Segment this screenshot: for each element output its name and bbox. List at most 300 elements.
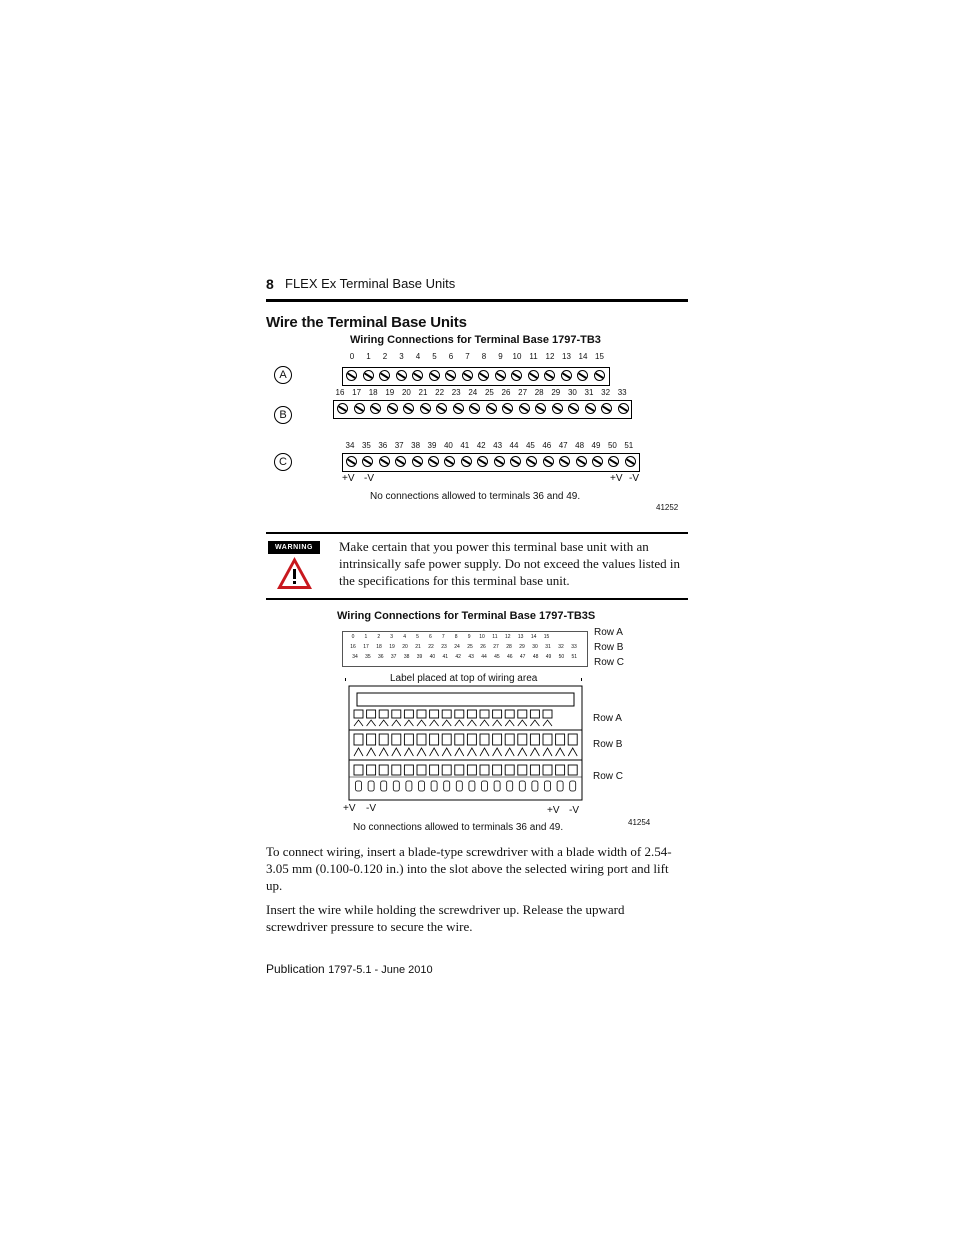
row-b-port: [379, 734, 388, 745]
row-b-port: [530, 734, 539, 745]
terminal-number: 20: [402, 644, 408, 650]
row-b-clamp-icon: [556, 748, 565, 756]
terminal-number: 34: [345, 441, 355, 450]
terminal-number: 46: [542, 441, 552, 450]
row-a-clamp-icon: [543, 720, 552, 726]
terminal-number: 49: [591, 441, 601, 450]
fig2-plus-v-left: +V: [343, 803, 356, 814]
terminal-screw-icon: [511, 370, 522, 381]
terminal-strip-row-b: [333, 400, 632, 419]
row-a-clamp-icon: [480, 720, 489, 726]
terminal-screw-icon: [568, 403, 579, 414]
row-a-port: [367, 710, 376, 718]
terminal-screw-icon: [420, 403, 431, 414]
terminal-number: 45: [525, 441, 535, 450]
terminal-number: 26: [480, 644, 486, 650]
terminal-screw-icon: [592, 456, 603, 467]
label-tick-left: [345, 678, 346, 681]
fig2-minus-v-left: -V: [366, 803, 376, 814]
row-c-clamp-icon: [368, 781, 374, 791]
terminal-number: 32: [601, 388, 611, 397]
terminal-screw-icon: [429, 370, 440, 381]
terminal-number: 14: [530, 634, 537, 640]
page-number: 8: [266, 276, 274, 292]
terminal-screw-icon: [543, 456, 554, 467]
terminal-number: 10: [479, 634, 485, 640]
row-label-c: C: [274, 453, 292, 471]
terminal-number: 27: [518, 388, 528, 397]
terminal-number: 5: [416, 634, 419, 640]
terminal-number: 23: [451, 388, 461, 397]
row-c-port: [455, 765, 464, 775]
terminal-number: 13: [517, 634, 524, 640]
row-c-port: [442, 765, 451, 775]
terminal-screw-icon: [510, 456, 521, 467]
row-c-port: [379, 765, 388, 775]
figure2-note: No connections allowed to terminals 36 and 49.: [353, 822, 564, 833]
terminal-number: 29: [519, 644, 525, 650]
terminal-number: 50: [558, 654, 565, 660]
figure1-note: No connections allowed to terminals 36 and 49.: [370, 491, 581, 502]
terminal-number: 18: [376, 644, 382, 650]
terminal-screw-icon: [618, 403, 629, 414]
terminal-number: 10: [512, 352, 522, 361]
terminal-number: 3: [399, 352, 404, 361]
terminal-number: 44: [481, 654, 487, 660]
terminal-number: 17: [363, 644, 369, 650]
terminal-number: 12: [505, 634, 511, 640]
terminal-number: 7: [441, 634, 445, 640]
row-a-clamp-icon: [530, 720, 539, 726]
row-b-clamp-icon: [455, 748, 464, 756]
terminal-number: 47: [519, 654, 526, 660]
row-b-port: [480, 734, 489, 745]
terminal-screw-icon: [495, 370, 506, 381]
terminal-screw-icon: [559, 456, 570, 467]
terminal-number: 5: [432, 352, 437, 361]
terminal-number: 6: [448, 352, 454, 361]
terminal-number: 22: [435, 388, 445, 397]
terminal-number: 49: [545, 654, 552, 660]
terminal-screw-icon: [445, 370, 456, 381]
row-b-clamp-icon: [467, 748, 476, 756]
terminal-number: 36: [378, 654, 384, 660]
row-a-clamp-icon: [442, 720, 451, 726]
terminal-screw-icon: [544, 370, 555, 381]
terminal-screw-icon: [428, 456, 439, 467]
fig1-minus-v-left: -V: [364, 473, 374, 484]
terminal-number: 11: [529, 352, 538, 361]
terminal-number: 2: [382, 352, 388, 361]
terminal-screw-icon: [601, 403, 612, 414]
warning-badge: WARNING: [268, 541, 320, 554]
row-b-clamp-icon: [442, 748, 451, 756]
terminal-number: 18: [368, 388, 378, 397]
row-c-clamp-icon: [519, 781, 525, 791]
terminal-number: 28: [506, 644, 512, 650]
row-c-clamp-icon: [545, 781, 551, 791]
terminal-number: 16: [335, 388, 345, 397]
terminal-screw-icon: [594, 370, 605, 381]
row-a-port: [430, 710, 439, 718]
terminal-screw-icon: [577, 370, 588, 381]
row-b-port: [455, 734, 464, 745]
terminal-number: 40: [443, 441, 453, 450]
row-a-clamp-icon: [455, 720, 464, 726]
terminal-screw-icon: [561, 370, 572, 381]
terminal-screw-icon: [625, 456, 636, 467]
terminal-number: 27: [493, 644, 499, 650]
terminal-number: 33: [617, 388, 627, 397]
row-b-clamp-icon: [404, 748, 413, 756]
terminal-number: 24: [468, 388, 478, 397]
row-b-clamp-icon: [392, 748, 401, 756]
terminal-number: 42: [455, 654, 461, 660]
row-c-clamp-icon: [381, 781, 387, 791]
row-b-port: [493, 734, 502, 745]
terminal-screw-icon: [444, 456, 455, 467]
row-c-clamp-icon: [393, 781, 399, 791]
running-title: FLEX Ex Terminal Base Units: [285, 276, 456, 291]
row-a-clamp-icon: [518, 720, 527, 726]
terminal-screw-icon: [486, 403, 497, 414]
terminal-number: 35: [361, 441, 371, 450]
terminal-number: 12: [545, 352, 555, 361]
terminal-number: 43: [468, 654, 474, 660]
terminal-number: 11: [492, 634, 498, 640]
row-b-port: [442, 734, 451, 745]
terminal-screw-icon: [412, 456, 423, 467]
row-a-port: [493, 710, 502, 718]
row-a-port: [480, 710, 489, 718]
row-c-port: [480, 765, 489, 775]
row-b-port: [430, 734, 439, 745]
row-a-port: [354, 710, 363, 718]
terminal-number: 0: [351, 634, 355, 640]
terminal-strip-row-c: [342, 453, 640, 472]
terminal-screw-icon: [354, 403, 365, 414]
tb3s-outline: [349, 686, 582, 800]
terminal-number: 3: [390, 634, 394, 640]
row-a-clamp-icon: [392, 720, 401, 726]
row-c-clamp-icon: [557, 781, 563, 791]
terminal-number: 26: [501, 388, 511, 397]
terminal-number: 47: [558, 441, 568, 450]
row-a-port: [392, 710, 401, 718]
terminal-screw-icon: [461, 456, 472, 467]
footer-publication-label: Publication: [266, 962, 325, 976]
terminal-number: 19: [389, 644, 395, 650]
header-rule: [266, 299, 688, 302]
wiring-row-a-text: Row A: [593, 713, 622, 724]
row-a-clamp-icon: [354, 720, 363, 726]
row-c-port: [417, 765, 426, 775]
terminal-screw-icon: [396, 370, 407, 381]
row-a-port: [467, 710, 476, 718]
terminal-number: 43: [493, 441, 503, 450]
label-row-c-text: Row C: [594, 657, 625, 668]
figure2-id: 41254: [628, 818, 651, 827]
terminal-screw-icon: [395, 456, 406, 467]
row-a-port: [543, 710, 552, 718]
terminal-screw-icon: [346, 456, 357, 467]
row-a-clamp-icon: [417, 720, 426, 726]
terminal-screw-icon: [552, 403, 563, 414]
terminal-number: 31: [545, 644, 551, 650]
terminal-number: 38: [403, 654, 410, 660]
row-b-clamp-icon: [354, 748, 363, 756]
row-b-clamp-icon: [568, 748, 577, 756]
terminal-number: 44: [509, 441, 519, 450]
terminal-number: 33: [571, 644, 577, 650]
terminal-number: 30: [532, 644, 538, 650]
tb3s-wiring-area: [340, 684, 590, 804]
wiring-row-c-text: Row C: [593, 771, 624, 782]
terminal-number: 31: [584, 388, 594, 397]
terminal-screw-icon: [576, 456, 587, 467]
row-c-clamp-icon: [431, 781, 437, 791]
row-c-port: [530, 765, 539, 775]
row-b-port: [518, 734, 527, 745]
terminal-screw-icon: [477, 456, 488, 467]
row-c-clamp-icon: [507, 781, 513, 791]
row-c-port: [505, 765, 514, 775]
warning-bottom-rule: [266, 598, 688, 600]
row-c-clamp-icon: [532, 781, 538, 791]
row-c-clamp-icon: [456, 781, 462, 791]
row-c-port: [556, 765, 565, 775]
warning-triangle-icon: [276, 556, 313, 590]
footer-publication-id: 1797-5.1 - June 2010: [328, 964, 433, 976]
row-c-clamp-icon: [482, 781, 488, 791]
terminal-number: 1: [366, 352, 371, 361]
terminal-number: 4: [415, 352, 421, 361]
label-placement-note: Label placed at top of wiring area: [390, 673, 538, 684]
row-b-clamp-icon: [417, 748, 426, 756]
figure2-caption: Wiring Connections for Terminal Base 1797-TB3S: [337, 610, 596, 622]
row-b-clamp-icon: [367, 748, 376, 756]
row-c-port: [543, 765, 552, 775]
terminal-number: 48: [532, 654, 539, 660]
terminal-number: 32: [558, 644, 564, 650]
row-a-port: [530, 710, 539, 718]
terminal-screw-icon: [585, 403, 596, 414]
terminal-number: 46: [507, 654, 513, 660]
terminal-number: 29: [551, 388, 561, 397]
terminal-number: 51: [571, 654, 578, 660]
terminal-number: 16: [350, 644, 356, 650]
row-c-clamp-icon: [494, 781, 500, 791]
row-b-port: [556, 734, 565, 745]
row-a-clamp-icon: [505, 720, 514, 726]
terminal-screw-icon: [387, 403, 398, 414]
row-a-clamp-icon: [467, 720, 476, 726]
row-b-port: [404, 734, 413, 745]
row-c-clamp-icon: [570, 781, 576, 791]
footer-publication: [266, 962, 433, 976]
terminal-number: 20: [401, 388, 411, 397]
terminal-screw-icon: [478, 370, 489, 381]
terminal-screw-icon: [370, 403, 381, 414]
terminal-screw-icon: [403, 403, 414, 414]
row-b-port: [367, 734, 376, 745]
row-b-clamp-icon: [543, 748, 552, 756]
label-row-a-text: Row A: [594, 627, 623, 638]
row-a-port: [379, 710, 388, 718]
terminal-number: 24: [454, 644, 460, 650]
row-b-clamp-icon: [505, 748, 514, 756]
terminal-screw-icon: [469, 403, 480, 414]
terminal-number: 22: [428, 644, 434, 650]
terminal-number: 21: [418, 388, 428, 397]
fig2-plus-v-right: +V: [547, 805, 560, 816]
row-a-clamp-icon: [404, 720, 413, 726]
row-c-port: [518, 765, 527, 775]
row-a-port: [455, 710, 464, 718]
terminal-number: 37: [394, 441, 404, 450]
terminal-number: 41: [442, 654, 449, 660]
warning-top-rule: [266, 532, 688, 534]
terminal-number: 8: [481, 352, 487, 361]
tb3s-label-slot: [357, 693, 574, 706]
terminal-screw-icon: [379, 456, 390, 467]
terminal-screw-icon: [362, 456, 373, 467]
terminal-number: 17: [352, 388, 362, 397]
row-c-clamp-icon: [406, 781, 412, 791]
row-c-clamp-icon: [469, 781, 475, 791]
terminal-screw-icon: [462, 370, 473, 381]
terminal-screw-icon: [436, 403, 447, 414]
paragraph-insert-wire: Insert the wire while holding the screwdriver up. Release the upward screwdriver pressure to secure the wire.: [266, 902, 625, 934]
section-title: Wire the Terminal Base Units: [266, 314, 467, 331]
terminal-number: 13: [562, 352, 571, 361]
terminal-number: 9: [498, 352, 503, 361]
row-b-port: [417, 734, 426, 745]
row-a-port: [404, 710, 413, 718]
row-a-port: [442, 710, 451, 718]
row-c-port: [354, 765, 363, 775]
terminal-number: 2: [377, 634, 381, 640]
terminal-screw-icon: [453, 403, 464, 414]
terminal-number: 6: [429, 634, 432, 640]
fig2-minus-v-right: -V: [569, 805, 579, 816]
terminal-screw-icon: [379, 370, 390, 381]
fig1-minus-v-right: -V: [629, 473, 639, 484]
terminal-screw-icon: [363, 370, 374, 381]
row-a-port: [518, 710, 527, 718]
row-c-port: [467, 765, 476, 775]
row-b-clamp-icon: [518, 748, 527, 756]
terminal-number: 8: [454, 634, 458, 640]
terminal-number: 36: [378, 441, 388, 450]
row-c-port: [404, 765, 413, 775]
row-label-a: A: [274, 366, 292, 384]
terminal-number: 38: [411, 441, 421, 450]
row-a-port: [505, 710, 514, 718]
row-c-port: [392, 765, 401, 775]
terminal-number: 7: [465, 352, 470, 361]
row-c-clamp-icon: [419, 781, 425, 791]
terminal-strip-row-a: [342, 367, 610, 386]
terminal-number: 28: [534, 388, 544, 397]
row-b-clamp-icon: [379, 748, 388, 756]
terminal-number: 45: [494, 654, 500, 660]
terminal-screw-icon: [412, 370, 423, 381]
row-b-port: [543, 734, 552, 745]
terminal-number: 25: [467, 644, 473, 650]
row-c-port: [430, 765, 439, 775]
terminal-number: 35: [365, 654, 371, 660]
row-c-clamp-icon: [356, 781, 362, 791]
terminal-number: 41: [460, 441, 470, 450]
terminal-number: 19: [385, 388, 395, 397]
terminal-number: 4: [403, 634, 406, 640]
figure1-id: 41252: [656, 503, 679, 512]
row-b-clamp-icon: [530, 748, 539, 756]
label-row-b-text: Row B: [594, 642, 624, 653]
terminal-screw-icon: [494, 456, 505, 467]
terminal-number: 42: [476, 441, 486, 450]
row-b-port: [568, 734, 577, 745]
row-c-port: [367, 765, 376, 775]
row-b-port: [354, 734, 363, 745]
row-a-clamp-icon: [430, 720, 439, 726]
terminal-screw-icon: [337, 403, 348, 414]
row-b-port: [505, 734, 514, 745]
row-b-port: [467, 734, 476, 745]
terminal-number: 25: [484, 388, 494, 397]
row-label-b: B: [274, 406, 292, 424]
row-a-clamp-icon: [367, 720, 376, 726]
row-c-port: [493, 765, 502, 775]
row-c-port: [568, 765, 577, 775]
fig1-plus-v-left: +V: [342, 473, 355, 484]
terminal-number: 1: [364, 634, 368, 640]
wiring-row-b-text: Row B: [593, 739, 623, 750]
terminal-number: 9: [467, 634, 471, 640]
terminal-number: 14: [578, 352, 588, 361]
row-a-clamp-icon: [379, 720, 388, 726]
terminal-number: 40: [429, 654, 436, 660]
terminal-number: 15: [543, 634, 550, 640]
row-a-clamp-icon: [493, 720, 502, 726]
terminal-screw-icon: [535, 403, 546, 414]
terminal-number: 39: [416, 654, 423, 660]
terminal-number: 51: [624, 441, 634, 450]
row-b-clamp-icon: [480, 748, 489, 756]
terminal-screw-icon: [502, 403, 513, 414]
terminal-number: 0: [349, 352, 355, 361]
terminal-screw-icon: [526, 456, 537, 467]
terminal-number: 34: [352, 654, 358, 660]
label-tick-right: [581, 678, 582, 681]
row-b-port: [392, 734, 401, 745]
terminal-screw-icon: [528, 370, 539, 381]
terminal-screw-icon: [346, 370, 357, 381]
terminal-number: 15: [595, 352, 604, 361]
terminal-number: 48: [575, 441, 585, 450]
row-c-clamp-icon: [444, 781, 450, 791]
warning-text: Make certain that you power this terminal base unit with an intrinsically safe power supply. Do not exceed the values listed in the specifications for this terminal base unit.: [339, 539, 681, 588]
terminal-number: 21: [415, 644, 421, 650]
fig1-plus-v-right: +V: [610, 473, 623, 484]
terminal-screw-icon: [519, 403, 530, 414]
terminal-number: 30: [567, 388, 577, 397]
paragraph-connect-wiring: To connect wiring, insert a blade-type screwdriver with a blade width of 2.54-3.05 mm (0.100-0.120 in.) into the slot above the selected wiring port and lift up.: [266, 844, 672, 893]
terminal-number: 39: [427, 441, 437, 450]
terminal-screw-icon: [608, 456, 619, 467]
terminal-number: 23: [441, 644, 447, 650]
